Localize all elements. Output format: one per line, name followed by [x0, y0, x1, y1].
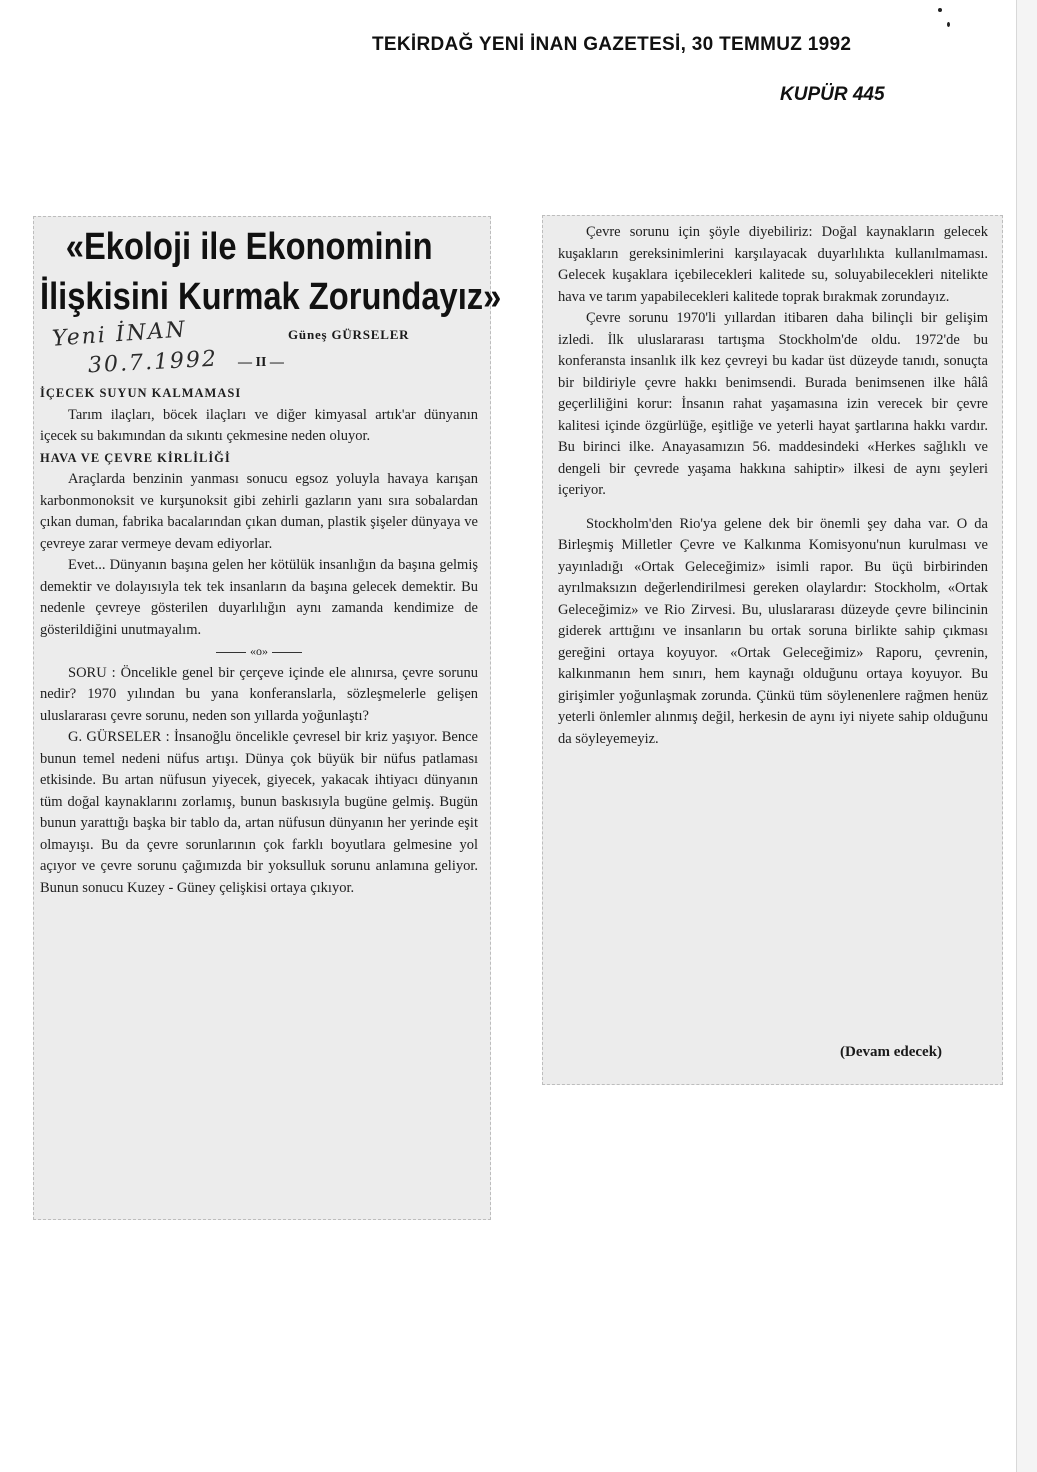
article-author: Güneş GÜRSELER: [288, 327, 410, 342]
paragraph: SORU : Öncelikle genel bir çerçeve içinde ele alınırsa, çevre sorunu nedir? 1970 yılından bu yana konferanslarla, sözleşmelerle gelişen uluslararası çevre sorunu, neden son yıllarda yoğunlaştı?: [40, 664, 478, 724]
handwritten-note-date: 30.7.1992: [87, 346, 219, 379]
handwritten-note-source: Yeni İNAN: [51, 317, 188, 352]
paragraph: Araçlarda benzinin yanması sonucu egsoz yoluyla havaya karışan karbonmonoksit ve kurşunoksit gibi zehirli gazların yanı sıra sobalardan çıkan duman, fabrika bacalarından çıkan duman, plastik şişeler dünyaya ve çevreye zarar vermeye devam ediyorlar.: [40, 471, 478, 552]
article-part: — II —: [238, 355, 284, 370]
paragraph: G. GÜRSELER : İnsanoğlu öncelikle çevresel bir kriz yaşıyor. Bence bunun temel nedeni nüfus artışı. Dünya çok büyük bir nüfus patlaması etkisinde. Bu artan nüfusun yiyecek, giyecek, yakacak ihtiyacı dünyanın tüm doğal kaynaklarını zorlamış, bunun baskısıyla bugüne gelmiş. Bugün bunun yarattığı başka bir tablo da, artan nüfusun dünyanın her yerinde eşit olmayışı. Bu da çevre sorunlarının çok farklı boyutlara gelmesine yol açıyor ve çevre sorunu çağımızda bir yoksulluk sorunu anlamına geliyor. Bunun sonucu Kuzey - Güney çelişkisi ortaya çıkıyor.: [40, 729, 478, 896]
scan-speck: [938, 8, 942, 12]
newspaper-source: TEKİRDAĞ YENİ İNAN GAZETESİ, 30 TEMMUZ 1992: [372, 34, 852, 55]
paragraph-gap: [558, 502, 988, 514]
left-column-text: [40, 383, 478, 899]
clipping-number: KUPÜR 445: [780, 84, 885, 105]
headline-line-2: İlişkisini Kurmak Zorundayız»: [40, 276, 502, 318]
scan-speck: [947, 22, 950, 27]
paragraph: Çevre sorunu 1970'li yıllardan itibaren daha bilinçli bir gelişim izledi. İlk uluslararası tartışma Stockholm'de oldu. 1972'de bu konferansta insanlık ilk kez çevreyi bu kadar üst düzeyde tanıdı, sonuçta bir bildiriyle çevre hakkı benimsendi. Burada benimsenen ilke hâlâ geçerliliğini korur: İnsanın rahat yaşamasına izin verecek bir çevre kalitesi içinde özgürlüğe, eşitliğe ve yeterli hayat şartlarına hakkı vardır. Bu birinci ilke. Anayasamızın 56. maddesindeki «Herkes sağlıklı ve dengeli bir çevrede yaşama hakkına sahiptir» ilkesi de aynı şeyleri içeriyor.: [558, 310, 988, 498]
section-separator: «o»: [40, 641, 478, 663]
paragraph: Çevre sorunu için şöyle diyebiliriz: Doğal kaynakların gelecek kuşakların gereksinimlerini karşılayacak duyarlılıkta kullanılmaması. Gelecek kuşaklara içebilecekleri kalitede su, soluyabilecekleri nitelikte hava ve tarım yapabilecekleri kalitede toprak bırakmak zorundayız.: [558, 224, 988, 305]
headline-line-1: «Ekoloji ile Ekonominin: [65, 226, 433, 268]
section-subhead: HAVA VE ÇEVRE KİRLİLİĞİ: [40, 450, 231, 465]
paragraph: Evet... Dünyanın başına gelen her kötülük insanlığın da başına gelmiş demektir ve dolayısıyla tek tek insanların da başına gelecek demektir. Bu nedenle çevreye gösterilen duyarlılığın aynı zamanda kendimize de gösterildiğini unutmayalım.: [40, 557, 478, 638]
article-headline: [40, 222, 502, 322]
paragraph: Tarım ilaçları, böcek ilaçları ve diğer kimyasal artık'ar dünyanın içecek su bakımından da sıkıntı çekmesine neden oluyor.: [40, 406, 478, 444]
right-column-text: [558, 222, 988, 750]
paragraph: Stockholm'den Rio'ya gelene dek bir önemli şey daha var. O da Birleşmiş Milletler Çevre ve Kalkınma Komisyonu'nun kurulması ve yayınladığı «Ortak Geleceğimiz» isimli rapor. Bu üçü birbirinden ayrılmaksızın değerlendirilmesi gereken olaylardır: Stockholm, «Ortak Geleceğimiz» ve Rio Zirvesi. Bu, uluslararası düzeyde çevre bilincinin giderek arttığını ve insanların bu ortak soruna birlikte sahip çıkması gereğini ortaya koyuyor. «Ortak Geleceğimiz» Raporu, çevrenin, kalkınmanın hem sınırı, hem kaynağı olduğunu ortaya koyuyor. Bu girişimler yoğunlaşmak zorunda. Çünkü tüm söylenenlere rağmen henüz yeterli önlemler alınmış değil, herkesin de aynı iyi niyete sahip olduğunu da söyleyemeyiz.: [558, 515, 988, 747]
continued-note: (Devam edecek): [840, 1044, 943, 1060]
section-subhead: İÇECEK SUYUN KALMAMASI: [40, 386, 242, 400]
page-edge: [1016, 0, 1037, 1472]
